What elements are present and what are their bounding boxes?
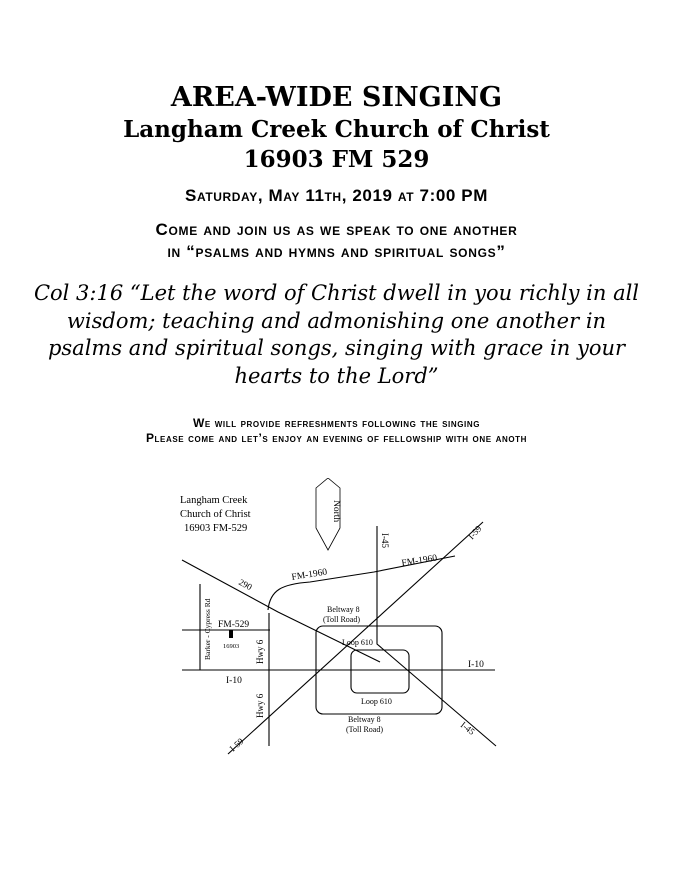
road-loop610 — [351, 650, 409, 693]
verse-line-3: psalms and spiritual songs, singing with grace in your — [47, 336, 626, 360]
label-beltway8-bottom: Beltway 8 — [348, 715, 381, 724]
label-i59-bottom: I-59 — [227, 736, 246, 754]
invitation-line-2: in “psalms and hymns and spiritual songs” — [167, 242, 506, 261]
label-i10-right: I-10 — [468, 660, 484, 670]
flyer-title: AREA-WIDE SINGING — [170, 82, 503, 113]
label-barker-cypress: Barker - Cypress Rd — [203, 598, 212, 660]
church-marker-icon — [229, 630, 233, 638]
label-fm529: FM-529 — [218, 620, 250, 630]
label-fm1960-left: FM-1960 — [290, 567, 328, 583]
label-i45-top: I-45 — [380, 533, 390, 548]
map-legend-line-1: Langham Creek — [180, 495, 248, 506]
refreshments-note: We will provide refreshments following the singing — [192, 416, 481, 430]
label-hwy6-bottom: Hwy 6 — [255, 693, 265, 718]
directions-map — [170, 478, 510, 778]
label-fm1960-right: FM-1960 — [400, 553, 438, 569]
event-date-time: Saturday, May 11th, 2019 at 7:00 PM — [185, 186, 488, 205]
church-marker-label: 16903 — [223, 643, 240, 650]
label-290: 290 — [237, 576, 254, 593]
label-hwy6-top: Hwy 6 — [255, 639, 265, 664]
label-i45-bottom: I-45 — [458, 719, 477, 737]
label-toll-road-top: (Toll Road) — [323, 615, 360, 624]
verse-line-2: wisdom; teaching and admonishing one another in — [66, 309, 607, 333]
invitation-line-1: Come and join us as we speak to one another — [155, 220, 518, 239]
label-loop610-bottom: Loop 610 — [361, 697, 392, 706]
map-legend-line-2: Church of Christ — [180, 509, 251, 520]
map-legend-line-3: 16903 FM-529 — [184, 523, 248, 534]
verse-line-1: Col 3:16 “Let the word of Christ dwell in you richly in all — [33, 281, 640, 305]
fellowship-note: Please come and let’s enjoy an evening of fellowship with one anoth — [145, 431, 528, 445]
label-toll-road-bottom: (Toll Road) — [346, 725, 383, 734]
verse-line-4: hearts to the Lord” — [234, 364, 439, 388]
label-i59-top: I-59 — [466, 523, 484, 542]
north-label: North — [331, 500, 341, 523]
label-loop610-top: Loop 610 — [342, 638, 373, 647]
label-beltway8-top: Beltway 8 — [327, 605, 360, 614]
church-address: 16903 FM 529 — [243, 146, 430, 173]
church-name: Langham Creek Church of Christ — [123, 116, 550, 143]
label-i10-left: I-10 — [226, 676, 242, 686]
